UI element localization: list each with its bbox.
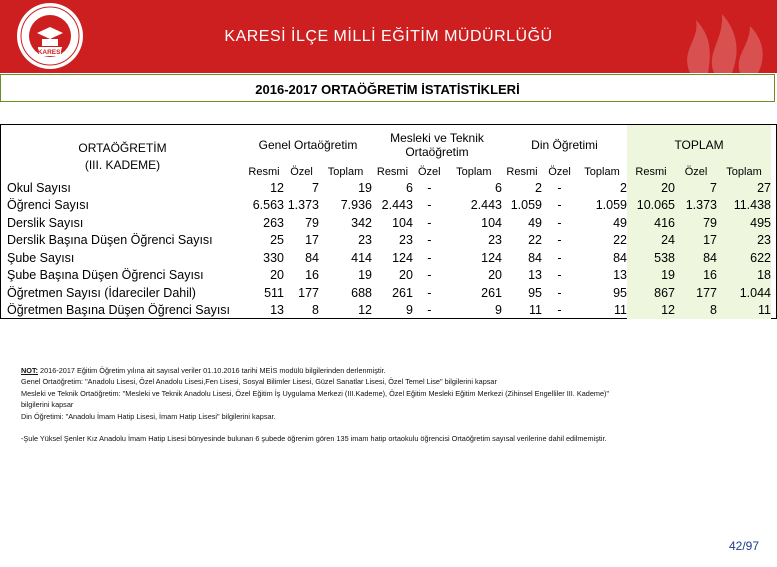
table-cell: 11 (614, 303, 627, 318)
subheader-toplam: Toplam (584, 166, 620, 178)
corner-title: ORTAÖĞRETİM (78, 140, 167, 155)
table-cell: 263 (263, 215, 284, 230)
table-cell: 24 (627, 232, 675, 250)
page-number: 42/97 (728, 539, 759, 553)
table-cell: 10.065 (627, 197, 675, 215)
table-cell: 19 (627, 267, 675, 285)
group-header-genel: Genel Ortaöğretim (258, 138, 358, 152)
table-cell: 18 (717, 267, 771, 285)
table-cell: 104 (392, 215, 413, 230)
table-cell: 12 (358, 303, 372, 318)
table-row (1, 214, 771, 232)
table-cell: 13 (613, 268, 627, 283)
table-cell: 1.059 (510, 198, 542, 213)
row-label: Öğretmen Başına Düşen Öğrenci Sayısı (7, 303, 231, 318)
table-cell: 261 (392, 285, 413, 300)
table-cell: - (427, 285, 432, 300)
table-cell: 20 (270, 268, 284, 283)
note-line: bilgilerini kapsar (21, 400, 74, 410)
table-cell: 2 (620, 180, 627, 195)
table-row (1, 267, 771, 285)
table-cell: 6.563 (252, 198, 284, 213)
table-cell: 11.438 (717, 197, 771, 215)
table-cell: 9 (405, 303, 413, 318)
row-label: Öğretmen Sayısı (İdareciler Dahil) (7, 285, 196, 300)
table-cell: - (557, 233, 562, 248)
table-cell: 511 (264, 285, 284, 300)
note-line: Mesleki ve Teknik Ortaöğretim: "Mesleki ve Teknik Anadolu Lisesi, Özel Eğitim İş Uygulama Merkezi (III.Kademe), Özel Eğitim Mesleki Eğitim Merkezi (Zihinsel Engelliler III. Kademe)" (21, 388, 610, 398)
table-cell: 6 (405, 180, 413, 195)
section-subtitle: 2016-2017 ORTAÖĞRETİM İSTATİSTİKLERİ (255, 82, 520, 97)
row-label: Şube Başına Düşen Öğrenci Sayısı (7, 268, 204, 283)
note-label: NOT: (21, 366, 39, 375)
subheader-toplam: Toplam (717, 165, 771, 179)
note-line: Din Öğretimi: "Anadolu İmam Hatip Lisesi, İmam Hatip Lisesi" bilgilerini kapsar. (21, 411, 276, 421)
table-cell: 9 (495, 303, 502, 318)
table-cell: - (427, 198, 432, 213)
note-line: -Şule Yüksel Şenler Kız Anadolu İmam Hatip Lisesi bünyesinde bulunan 6 şubede öğrenim gören 135 imam hatip ortaokulu öğrencisi Ortaöğretim sayısal verilerine dahil edilmemiştir. (21, 434, 607, 444)
table-cell: 104 (481, 215, 502, 230)
group-header-toplam: TOPLAM (627, 125, 771, 165)
table-cell: 2.443 (381, 198, 413, 213)
table-cell: 22 (613, 233, 627, 248)
table-cell: 414 (351, 250, 372, 265)
table-row (1, 249, 771, 267)
table-cell: - (557, 180, 562, 195)
table-cell: 27 (717, 179, 771, 197)
subheader-resmi: Resmi (627, 165, 675, 179)
table-cell: 688 (351, 285, 372, 300)
row-label: Okul Sayısı (7, 180, 71, 195)
table-cell: 261 (481, 285, 502, 300)
table-cell: 17 (305, 233, 319, 248)
table-cell: 49 (528, 215, 542, 230)
table-cell: 16 (675, 267, 717, 285)
note-line: 2016-2017 Eğitim Öğretim yılına ait sayısal veriler 01.10.2016 tarihi MEİS modülü bilgilerinden derlenmiştir. (38, 366, 386, 375)
table-cell: 538 (627, 249, 675, 267)
corner-subtitle: (III. KADEME) (84, 157, 161, 172)
page-header (0, 0, 777, 73)
footnotes (21, 365, 761, 444)
table-cell: 2 (535, 180, 542, 195)
table-cell: 49 (613, 215, 627, 230)
table-cell: - (557, 285, 562, 300)
table-row (1, 302, 771, 320)
note-line: Genel Ortaöğretim: "Anadolu Lisesi, Özel Anadolu Lisesi,Fen Lisesi, Sosyal Bilimler Lisesi, Güzel Sanatlar Lisesi, Özel Temel Lise" bilgilerini kapsar (21, 377, 497, 387)
table-cell: 13 (528, 268, 542, 283)
table-cell: 1.373 (287, 198, 319, 213)
table-cell: 95 (528, 285, 542, 300)
page-title: KARESİ İLÇE MİLLİ EĞİTİM MÜDÜRLÜĞÜ (224, 28, 553, 45)
table-cell: 8 (675, 302, 717, 320)
table-cell: 22 (528, 233, 542, 248)
subheader-ozel: Özel (675, 165, 717, 179)
table-cell: 622 (717, 249, 771, 267)
row-label: Öğrenci Sayısı (7, 198, 89, 213)
table-cell: - (557, 303, 562, 318)
table-cell: 20 (488, 268, 502, 283)
table-cell: - (427, 303, 432, 318)
table-cell: 79 (675, 214, 717, 232)
table-cell: 25 (270, 233, 284, 248)
table-cell: 23 (358, 233, 372, 248)
table-cell: - (427, 215, 432, 230)
table-cell: 12 (627, 302, 675, 320)
table-cell: 17 (675, 232, 717, 250)
table-row (1, 284, 771, 302)
table-cell: 79 (305, 215, 319, 230)
table-cell: - (557, 268, 562, 283)
subheader-ozel: Özel (290, 166, 313, 178)
subheader-ozel: Özel (418, 166, 441, 178)
table-corner (1, 125, 244, 179)
table-cell: 19 (358, 180, 372, 195)
table-cell: 330 (263, 250, 284, 265)
table-cell: 84 (675, 249, 717, 267)
row-label: Derslik Başına Düşen Öğrenci Sayısı (7, 233, 213, 248)
table-row (1, 232, 771, 250)
table-cell: 177 (298, 285, 319, 300)
table-cell: 177 (675, 284, 717, 302)
table-cell: 23 (717, 232, 771, 250)
subheader-resmi: Resmi (248, 166, 280, 178)
table-cell: 95 (613, 285, 627, 300)
table-cell: 20 (399, 268, 413, 283)
table-cell: 23 (488, 233, 502, 248)
table-cell: 1.059 (595, 198, 627, 213)
table-cell: - (427, 250, 432, 265)
svg-text:KARESİ: KARESİ (37, 49, 63, 56)
table-cell: 342 (351, 215, 372, 230)
table-cell: - (427, 180, 432, 195)
group-header-din: Din Öğretimi (531, 138, 598, 152)
row-label: Derslik Sayısı (7, 215, 84, 230)
table-cell: 12 (270, 180, 284, 195)
table-cell: 2.443 (470, 198, 502, 213)
subheader-ozel: Özel (548, 166, 571, 178)
table-cell: 7 (312, 180, 319, 195)
subheader-toplam: Toplam (456, 166, 492, 178)
table-cell: 8 (312, 303, 319, 318)
table-row (1, 179, 771, 197)
table-cell: 7 (675, 179, 717, 197)
table-cell: 1.044 (717, 284, 771, 302)
table-cell: 416 (627, 214, 675, 232)
table-cell: - (427, 233, 432, 248)
table-cell: 13 (270, 303, 284, 318)
table-cell: 124 (392, 250, 413, 265)
table-cell: - (557, 198, 562, 213)
statistics-table (0, 124, 777, 319)
table-cell: 6 (495, 180, 502, 195)
table-cell: 11 (717, 302, 771, 320)
table-cell: 84 (528, 250, 542, 265)
group-header-mesleki: Mesleki ve Teknik Ortaöğretim (390, 131, 484, 159)
table-cell: - (557, 215, 562, 230)
table-cell: 84 (305, 250, 319, 265)
flame-decoration-icon (670, 0, 777, 73)
table-cell: 11 (529, 303, 542, 318)
table-cell: 20 (627, 179, 675, 197)
table-cell: 19 (358, 268, 372, 283)
table-cell: 124 (481, 250, 502, 265)
row-label: Şube Sayısı (7, 250, 75, 265)
table-body (1, 179, 771, 319)
table-cell: 16 (305, 268, 319, 283)
subheader-resmi: Resmi (376, 166, 409, 178)
subheader-toplam: Toplam (327, 166, 364, 178)
table-cell: 1.373 (675, 197, 717, 215)
table-cell: 7.936 (340, 198, 372, 213)
table-cell: 84 (613, 250, 627, 265)
table-cell: - (427, 268, 432, 283)
table-cell: 495 (717, 214, 771, 232)
subheader-resmi: Resmi (506, 166, 538, 178)
table-cell: 23 (399, 233, 413, 248)
table-cell: 867 (627, 284, 675, 302)
table-cell: - (557, 250, 562, 265)
table-row (1, 197, 771, 215)
